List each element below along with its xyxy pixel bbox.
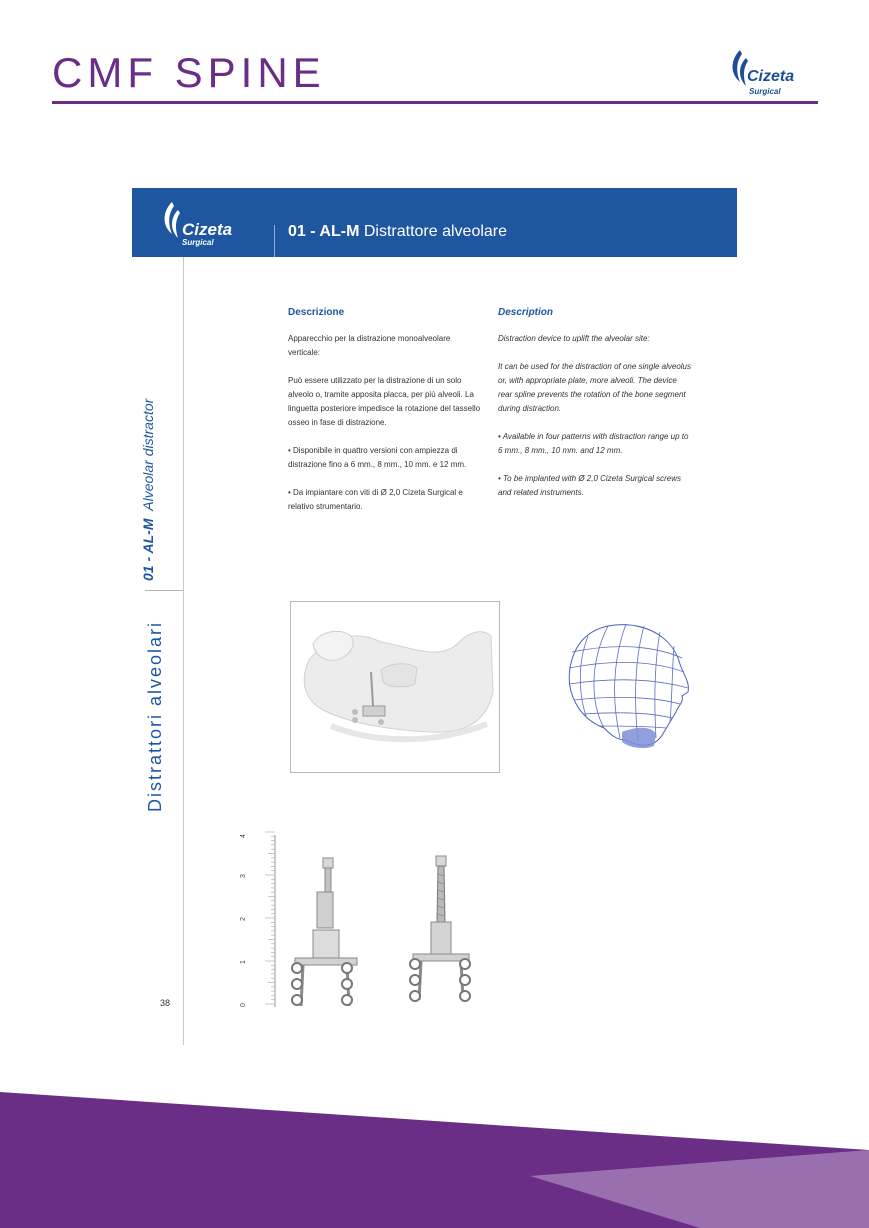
banner-divider <box>274 225 275 257</box>
italian-paragraph: • Disponibile in quattro versioni con ampiezza di distrazione fino a 6 mm., 8 mm., 10 mm. e 12 mm. <box>288 446 467 469</box>
mandible-illustration <box>291 602 499 772</box>
english-paragraph: It can be used for the distraction of one single alveolus or, with appropriate plate, more alveoli. The device rear spline prevents the rotation of the bone segment during distraction. <box>498 362 692 413</box>
ruler-label-3: 3 <box>240 874 247 878</box>
document-title: CMF SPINE <box>52 49 326 96</box>
ruler-label-0: 0 <box>240 1003 247 1007</box>
head-wireframe-illustration <box>560 622 700 750</box>
italian-heading: Descrizione <box>288 307 345 318</box>
banner-product-name: Distrattore alveolare <box>363 223 508 240</box>
product-banner <box>132 188 737 257</box>
ruler-label-1: 1 <box>240 960 247 964</box>
head-wireframe <box>560 622 700 750</box>
title-rule <box>52 101 818 104</box>
distractor-compact <box>292 858 357 1006</box>
footer-band <box>0 1092 869 1228</box>
italian-paragraph: Apparecchio per la distrazione monoalveolare verticale: <box>288 334 451 357</box>
english-column <box>498 306 693 514</box>
english-heading: Description <box>498 307 554 318</box>
italian-paragraph: Può essere utilizzato per la distrazione di un solo alveolo o, tramite apposita placca, per più alveoli. La linguetta posteriore impedisce la rotazione del tassello osseo in fase di distrazione. <box>288 376 481 427</box>
side-category-label: Distrattori alveolari <box>145 620 165 812</box>
banner-title <box>288 223 507 241</box>
distractor-extended <box>410 856 470 1001</box>
english-paragraph: • To be implanted with Ø 2,0 Cizeta Surgical screws and related instruments. <box>498 474 682 497</box>
mandible-photo <box>290 601 500 773</box>
banner-logo <box>160 200 270 246</box>
side-product-label <box>140 399 156 581</box>
italian-paragraph: • Da impiantare con viti di Ø 2,0 Cizeta Surgical e relativo strumentario. <box>288 488 463 511</box>
ruler-label-4: 4 <box>240 834 247 838</box>
ruler-label-2: 2 <box>240 917 247 921</box>
side-name: Alveolar distractor <box>140 398 156 511</box>
banner-brand-sub: Surgical <box>182 238 214 247</box>
italian-column <box>288 306 483 528</box>
brand-wordmark: Cizeta <box>747 68 795 85</box>
english-paragraph: Distraction device to uplift the alveolar site: <box>498 334 650 343</box>
banner-brand-word: Cizeta <box>182 220 233 239</box>
device-figure <box>235 830 495 1015</box>
ruler-and-distractors <box>235 830 495 1015</box>
side-separator <box>145 590 183 591</box>
side-rule <box>183 257 184 1045</box>
banner-code: 01 - AL-M <box>288 223 360 240</box>
brand-logo <box>726 48 818 100</box>
english-paragraph: • Available in four patterns with distraction range up to 6 mm., 8 mm., 10 mm. and 12 mm. <box>498 432 689 455</box>
side-code: 01 - AL-M <box>140 518 156 581</box>
brand-subtitle: Surgical <box>749 87 781 96</box>
page-number: 38 <box>160 998 171 1008</box>
